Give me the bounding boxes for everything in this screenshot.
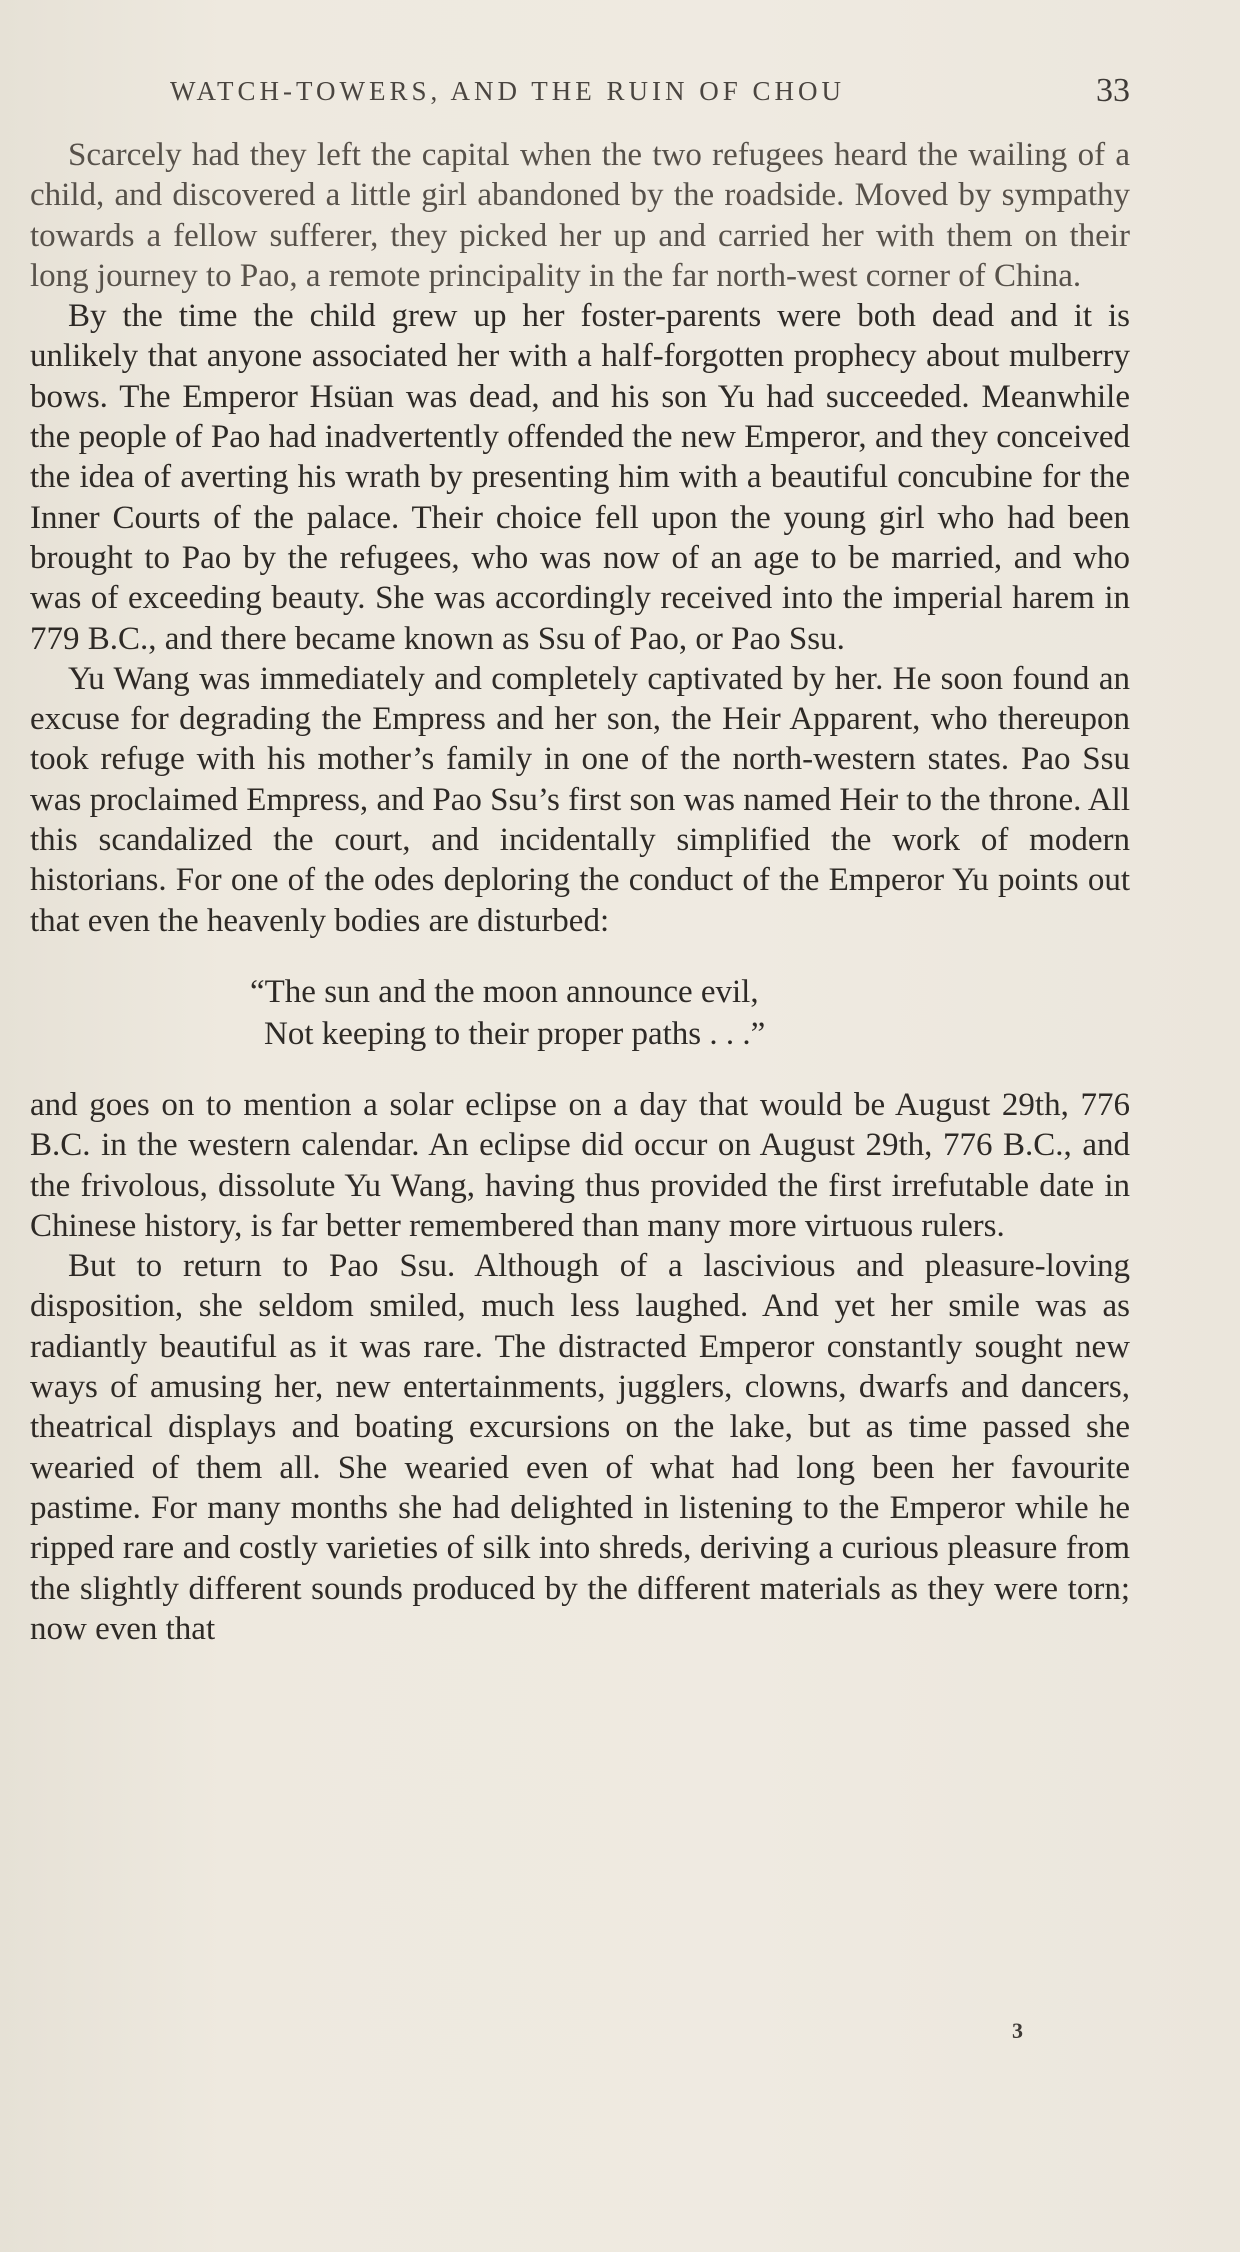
- paragraph-3: Yu Wang was immediately and completely captivated by her. He soon found an excuse for degrading the Empress and her son, the Heir Apparent, who thereupon took refuge with his mother’s family in one of the north-western states. Pao Ssu was proclaimed Empress, and Pao Ssu’s first son was named Heir to the throne. All this scandalized the court, and incidentally simplified the work of modern historians. For one of the odes deploring the conduct of the Emperor Yu points out that even the heavenly bodies are disturbed:: [30, 660, 1130, 939]
- page-header: [170, 72, 1130, 116]
- paragraph-1: Scarcely had they left the capital when the two refugees heard the wailing of a child, and discovered a little girl abandoned by the roadside. Moved by sympathy towards a fellow sufferer, they picked her up and carried her with them on their long journey to Pao, a remote principality in the far north-west corner of China.: [30, 137, 1130, 294]
- body-text: [30, 135, 1130, 1649]
- ode-quotation: [250, 971, 1130, 1055]
- paragraph-4: and goes on to mention a solar eclipse on a day that would be August 29th, 776 B.C. in the western calendar. An eclipse did occur on August 29th, 776 B.C., and the frivolous, dissolute Yu Wang, having thus provided the first irrefutable date in Chinese history, is far better remembered than many more virtuous rulers.: [30, 1086, 1130, 1244]
- page-number: 33: [1096, 72, 1130, 109]
- paragraph-5: But to return to Pao Ssu. Although of a lascivious and pleasure-loving disposition, she seldom smiled, much less laughed. And yet her smile was as radiantly beautiful as it was rare. The distracted Emperor constantly sought new ways of amusing her, new entertainments, jugglers, clowns, dwarfs and dancers, theatrical displays and boating excursions on the lake, but as time passed she wearied of them all. She wearied even of what had long been her favourite pastime. For many months she had delighted in listening to the Emperor while he ripped rare and costly varieties of silk into shreds, deriving a curious pleasure from the slightly different sounds produced by the different materials as they were torn; now even that: [30, 1248, 1130, 1647]
- signature-mark: 3: [1012, 2018, 1023, 2043]
- quote-line-1: “The sun and the moon announce evil,: [250, 973, 759, 1010]
- running-head: WATCH-TOWERS, AND THE RUIN OF CHOU: [170, 76, 846, 106]
- paragraph-2: By the time the child grew up her foster-parents were both dead and it is unlikely that anyone associated her with a half-forgotten prophecy about mulberry bows. The Emperor Hsüan was dead, and his son Yu had succeeded. Meanwhile the people of Pao had inadvertently offended the new Emperor, and they conceived the idea of averting his wrath by presenting him with a beautiful concubine for the Inner Courts of the palace. Their choice fell upon the young girl who had been brought to Pao by the refugees, who was now of an age to be married, and who was of exceeding beauty. She was accordingly received into the imperial harem in 779 B.C., and there became known as Ssu of Pao, or Pao Ssu.: [30, 298, 1130, 657]
- quote-line-2: Not keeping to their proper paths . . .”: [264, 1015, 766, 1052]
